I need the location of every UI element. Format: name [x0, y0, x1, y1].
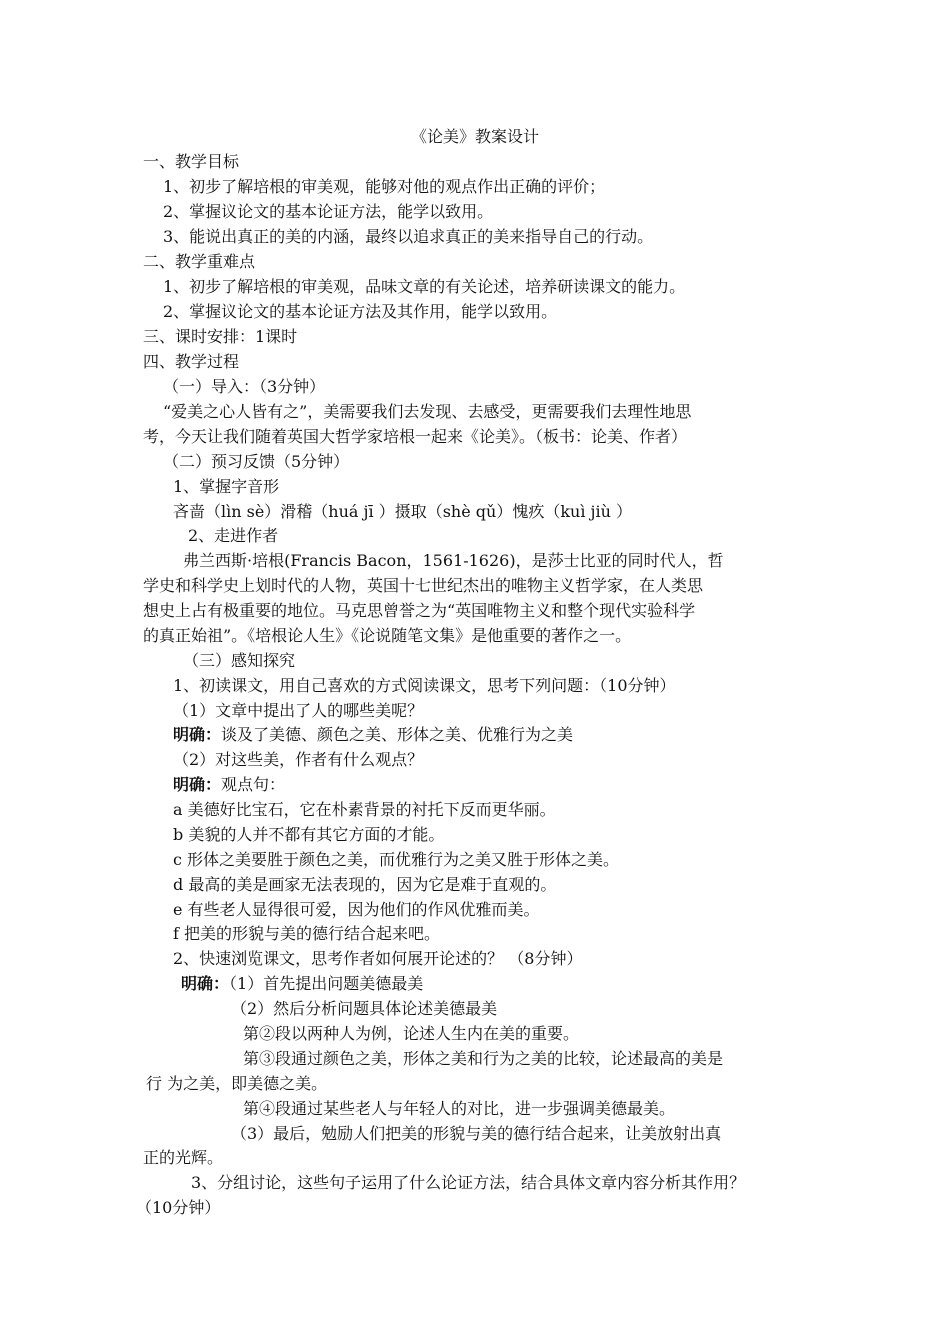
subheading-intro: （一）导入：（3分钟） — [163, 377, 326, 396]
goal-item: 2、掌握议论文的基本论证方法，能学以致用。 — [163, 202, 494, 221]
viewpoint-item: c 形体之美要胜于颜色之美，而优雅行为之美又胜于形体之美。 — [173, 850, 620, 869]
pinyin-line: 吝啬（lìn sè）滑稽（huá jī ）摄取（shè qǔ）愧疚（kuì jiù ） — [173, 502, 632, 521]
question-line: 3、分组讨论，这些句子运用了什么论证方法，结合具体文章内容分析其作用？ — [191, 1173, 746, 1192]
viewpoint-item: b 美貌的人并不都有其它方面的才能。 — [173, 825, 445, 844]
key-point-item: 2、掌握议论文的基本论证方法及其作用，能学以致用。 — [163, 302, 558, 321]
goal-item: 3、能说出真正的美的内涵，最终以追求真正的美来指导自己的行动。 — [163, 227, 654, 246]
answer-text: 观点句： — [221, 775, 286, 794]
section-heading-schedule: 三、课时安排：1课时 — [143, 327, 298, 346]
answer-line: 正的光辉。 — [143, 1148, 224, 1167]
viewpoint-item: f 把美的形貌与美的德行结合起来吧。 — [173, 924, 441, 943]
section-heading-key-points: 二、教学重难点 — [143, 252, 256, 271]
goal-item: 1、初步了解培根的审美观，能够对他的观点作出正确的评价； — [163, 177, 606, 196]
viewpoint-item: e 有些老人显得很可爱，因为他们的作风优雅而美。 — [173, 900, 540, 919]
answer-line: 行 为之美，即美德之美。 — [146, 1074, 328, 1093]
list-item: 2、走进作者 — [188, 526, 279, 545]
section-heading-process: 四、教学过程 — [143, 352, 240, 371]
paragraph-line: “爱美之心人皆有之”，美需要我们去发现、去感受，更需要我们去理性地思 — [163, 402, 692, 421]
answer-label: 明确： — [173, 775, 222, 794]
answer-line: 第③段通过颜色之美，形体之美和行为之美的比较，论述最高的美是 — [243, 1049, 724, 1068]
paragraph-line: 学史和科学史上划时代的人物，英国十七世纪杰出的唯物主义哲学家，在人类思 — [143, 576, 704, 595]
question-line: （2）对这些美，作者有什么观点？ — [173, 750, 424, 769]
paragraph-line: 的真正始祖”。《培根论人生》《论说随笔文集》是他重要的著作之一。 — [143, 626, 632, 645]
answer-text: （1）首先提出问题美德最美 — [229, 974, 424, 993]
list-item: 1、掌握字音形 — [173, 477, 280, 496]
question-line: 2、快速浏览课文，思考作者如何展开论述的？ （8分钟） — [173, 949, 583, 968]
paragraph-line: 弗兰西斯·培根(Francis Bacon，1561-1626)，是莎士比亚的同时代人，哲 — [183, 551, 724, 570]
section-heading-goals: 一、教学目标 — [143, 152, 240, 171]
answer-text: 谈及了美德、颜色之美、形体之美、优雅行为之美 — [221, 725, 574, 744]
document-title: 《论美》教案设计 — [410, 127, 539, 146]
key-point-item: 1、初步了解培根的审美观，品味文章的有关论述，培养研读课文的能力。 — [163, 277, 686, 296]
answer-line: 第②段以两种人为例，论述人生内在美的重要。 — [243, 1024, 580, 1043]
paragraph-line: 考，今天让我们随着英国大哲学家培根一起来《论美》。（板书：论美、作者） — [143, 427, 688, 446]
answer-line — [181, 972, 423, 996]
answer-line: （3）最后，勉励人们把美的形貌与美的德行结合起来，让美放射出真 — [231, 1124, 722, 1143]
answer-label: 明确： — [173, 725, 222, 744]
answer-line: （2）然后分析问题具体论述美德最美 — [231, 999, 498, 1018]
question-line: 1、初读课文，用自己喜欢的方式阅读课文，思考下列问题：（10分钟） — [173, 676, 676, 695]
answer-line: 第④段通过某些老人与年轻人的对比，进一步强调美德最美。 — [243, 1099, 676, 1118]
question-line: （10分钟） — [136, 1198, 221, 1217]
answer-line — [173, 723, 573, 747]
answer-label: 明确： — [181, 974, 230, 993]
viewpoint-item: d 最高的美是画家无法表现的，因为它是难于直观的。 — [173, 875, 557, 894]
viewpoint-item: a 美德好比宝石，它在朴素背景的衬托下反而更华丽。 — [173, 800, 556, 819]
subheading-explore: （三）感知探究 — [183, 651, 296, 670]
answer-line — [173, 773, 285, 797]
paragraph-line: 想史上占有极重要的地位。马克思曾誉之为“英国唯物主义和整个现代实验科学 — [143, 601, 696, 620]
subheading-preview: （二）预习反馈（5分钟） — [163, 452, 350, 471]
question-line: （1）文章中提出了人的哪些美呢？ — [173, 701, 424, 720]
